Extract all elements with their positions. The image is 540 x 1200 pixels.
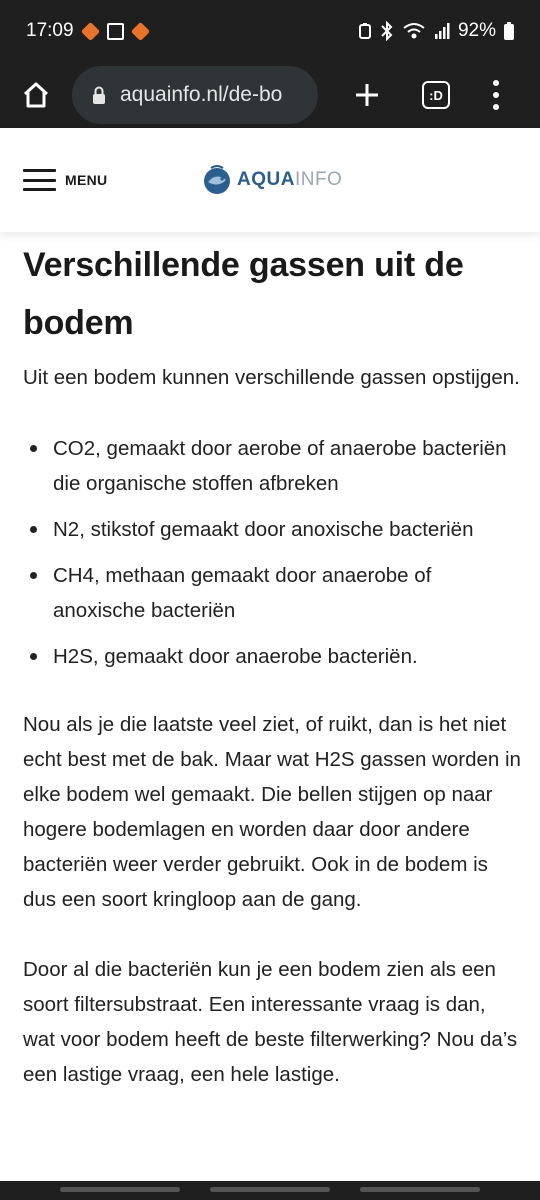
new-tab-button[interactable] — [352, 80, 382, 110]
home-button[interactable] — [18, 77, 54, 113]
status-left — [26, 20, 149, 42]
article-paragraph: Door al die bacteriën kun je een bodem zien als een soort filtersubstraat. Een interessante vraag is dan, wat voor bodem heeft de beste filterwerking? Nou da’s een lastige vraag, een hele lastige. — [23, 958, 518, 1086]
list-item: H2S, gemaakt door anaerobe bacteriën. — [23, 639, 523, 674]
battery-saver-icon — [358, 22, 372, 40]
tabs-button[interactable] — [422, 81, 450, 109]
article-paragraph: Nou als je die laatste veel ziet, of ruikt, dan is het niet echt best met de bak. Maar wat H2S gassen worden in elke bodem wel gemaakt. Die bellen stijgen op naar hogere bodemlagen en worden daar door andere bacteriën weer verder gebruikt. Ook in de bodem is dus een soort kringloop aan de gang. — [23, 713, 521, 911]
nav-segment — [60, 1187, 180, 1192]
tabs-icon: :D — [429, 87, 443, 103]
url-text: aquainfo.nl/de-bo — [120, 83, 283, 106]
more-icon[interactable] — [492, 80, 500, 110]
site-header — [0, 128, 540, 232]
status-bar — [0, 0, 540, 62]
article-intro: Uit een bodem kunnen verschillende gassen opstijgen. — [23, 366, 520, 389]
address-bar[interactable] — [72, 66, 318, 124]
status-right — [358, 20, 514, 42]
aquainfo-logo-icon — [202, 164, 232, 196]
menu-button[interactable] — [23, 169, 107, 191]
lock-icon — [92, 86, 106, 104]
site-logo[interactable] — [202, 164, 342, 196]
bluetooth-icon — [380, 21, 394, 41]
hamburger-icon — [23, 169, 56, 191]
wifi-icon — [402, 22, 426, 40]
browser-toolbar — [0, 62, 540, 128]
nav-segment — [360, 1187, 480, 1192]
list-item: CH4, methaan gemaakt door anaerobe of anoxische bacteriën — [23, 558, 523, 628]
battery-percentage: 92% — [457, 20, 496, 41]
list-item: N2, stikstof gemaakt door anoxische bacteriën — [23, 512, 523, 547]
menu-label: MENU — [65, 172, 108, 188]
article-content — [23, 236, 523, 1092]
gallery-notification-icon — [107, 23, 124, 40]
article-title: Verschillende gassen uit de bodem — [23, 246, 464, 342]
home-icon — [21, 80, 51, 110]
gesture-nav-bar — [0, 1181, 540, 1200]
plus-icon — [354, 82, 380, 108]
logo-text-aqua: AQUA — [237, 169, 295, 190]
logo-text-info: INFO — [294, 169, 343, 190]
strava-notification-icon — [130, 21, 149, 40]
gas-list — [23, 431, 523, 674]
signal-icon — [434, 23, 450, 39]
list-item: CO2, gemaakt door aerobe of anaerobe bacteriën die organische stoffen afbreken — [23, 431, 523, 501]
strava-notification-icon — [80, 21, 99, 40]
status-time: 17:09 — [26, 20, 74, 41]
nav-segment — [210, 1187, 330, 1192]
battery-icon — [504, 22, 514, 40]
